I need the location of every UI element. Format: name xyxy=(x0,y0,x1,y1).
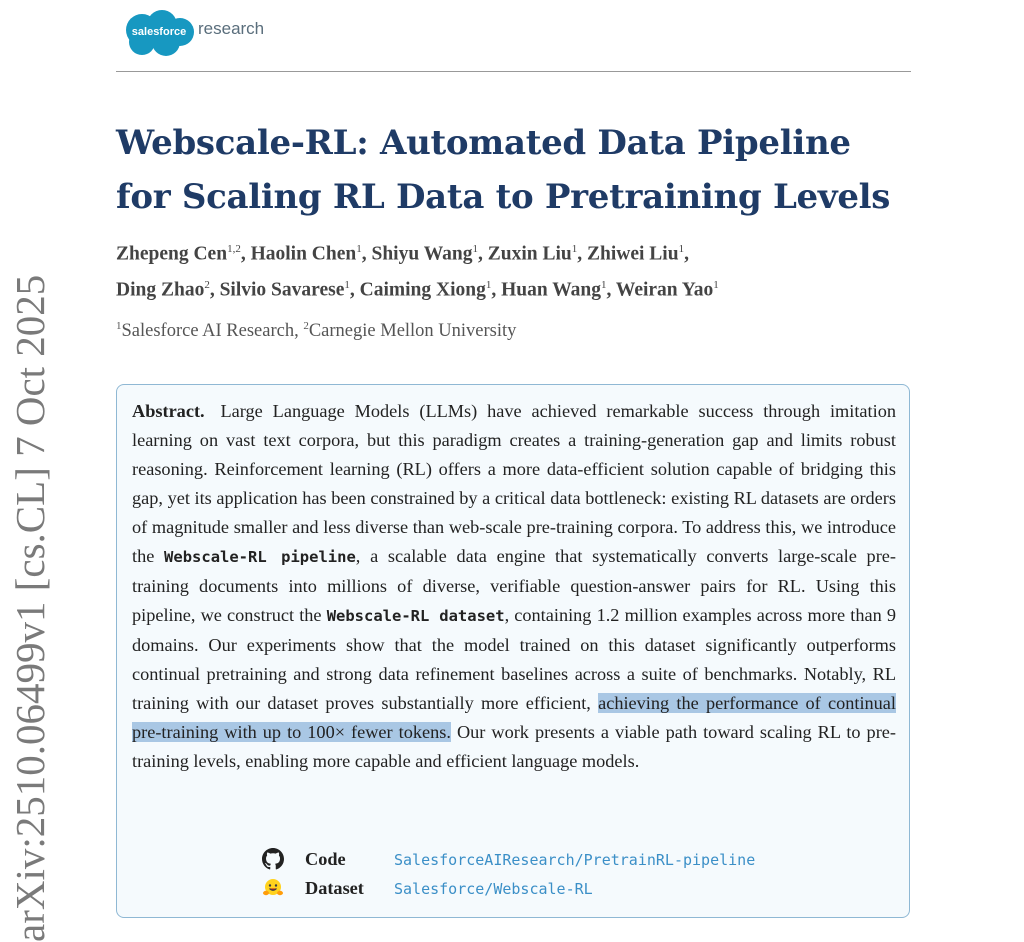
abstract-part-3: , containing 1.2 million examples across more than 9 domains. Our experiments show that the model trained on this dataset significantly outperforms continual pretraining and strong data refinement baselines across a suite of benchmarks. Notably, RL training with our dataset proves substantially more efficient, xyxy=(132,605,896,713)
author-affiliation-mark: 1 xyxy=(472,243,478,255)
arxiv-identifier: arXiv:2510.06499v1 [cs.CL] 7 Oct 2025 xyxy=(7,274,53,942)
author-name: Weiran Yao xyxy=(615,279,714,300)
author-name: Zhepeng Cen xyxy=(116,243,228,265)
affiliation-mark: 1 xyxy=(116,320,122,332)
logo-cloud-text: salesforce xyxy=(131,26,187,38)
author-name: Haolin Chen xyxy=(250,243,357,265)
author-name: Silvio Savarese xyxy=(219,279,345,300)
author-name: Huan Wang xyxy=(501,279,601,300)
author-affiliation-mark: 1 xyxy=(713,278,719,291)
logo-suffix: research xyxy=(198,19,265,38)
huggingface-icon xyxy=(262,877,284,899)
author-affiliation-mark: 1 xyxy=(356,243,362,255)
affiliation-mark: 2 xyxy=(303,320,309,332)
abstract-part-2: , a scalable data engine that systematically converts large-scale pre-training documents into millions of diverse, verifiable question-answer pairs for RL. Using this pipeline, we construct the xyxy=(132,546,896,625)
author-list: Zhepeng Cen$^{1,2}$, Haolin Chen$^1$, Shiyu Wang$^1$, Zuxin Liu$^1$, Zhiwei Liu$^1$, Ding Zhao$^2$, Silvio Savarese$^1$, Caiming Xiong$^1$, Huan Wang$^1$, Weiran Yao$^1$ xyxy=(116,243,719,300)
abstract-part-4: Our work presents a viable path toward scaling RL to pre-training levels, enabling more capable and efficient language models. xyxy=(132,722,896,771)
code-label: Code xyxy=(305,849,346,869)
author-name: Caiming Xiong xyxy=(359,279,486,300)
abstract-label: Abstract. xyxy=(132,401,205,421)
affiliation-name: Carnegie Mellon University xyxy=(308,321,517,342)
link-row-dataset xyxy=(262,875,862,904)
author-affiliation-mark: 2 xyxy=(204,278,210,291)
affiliation-name: Salesforce AI Research xyxy=(121,321,295,342)
highlighted-text[interactable]: achieving the performance of continual pre-training with up to 100× fewer tokens. xyxy=(132,693,897,742)
author-affiliation-mark: 1 xyxy=(601,278,607,291)
author-name: Zuxin Liu xyxy=(487,243,572,265)
abstract xyxy=(132,397,896,776)
author-affiliation-mark: 1 xyxy=(571,243,578,255)
salesforce-research-logo xyxy=(120,6,320,56)
dataset-term: Webscale-RL dataset xyxy=(326,607,505,625)
pipeline-term: Webscale-RL pipeline xyxy=(164,548,356,566)
link-row-code xyxy=(262,846,862,875)
paper-title: Webscale-RL: Automated Data Pipeline for Scaling RL Data to Pretraining Levels xyxy=(116,123,891,217)
author-name: Shiyu Wang xyxy=(371,243,473,265)
header-divider xyxy=(116,71,911,72)
github-icon xyxy=(262,848,284,870)
dataset-label: Dataset xyxy=(305,878,364,898)
affiliations: $^1$Salesforce AI Research, $^2$Carnegie Mellon University xyxy=(116,320,517,342)
author-affiliation-mark: 1,2 xyxy=(227,243,241,255)
author-name: Ding Zhao xyxy=(116,279,205,300)
code-link[interactable]: SalesforceAIResearch/PretrainRL-pipeline xyxy=(394,851,756,869)
abstract-part-1: Large Language Models (LLMs) have achieved remarkable success through imitation learning on vast text corpora, but this paradigm creates a training-generation gap and limits robust reasoning. Reinforcement learning (RL) offers a more data-efficient solution capable of bridging this gap, yet its application has been constrained by a critical data bottleneck: existing RL datasets are orders of magnitude smaller and less diverse than web-scale pre-training corpora. To address this, we introduce the xyxy=(132,401,896,566)
author-name: Zhiwei Liu xyxy=(586,243,679,265)
author-affiliation-mark: 1 xyxy=(485,278,492,291)
resource-links xyxy=(262,846,862,904)
dataset-link[interactable]: Salesforce/Webscale-RL xyxy=(394,880,593,898)
author-affiliation-mark: 1 xyxy=(344,278,350,291)
author-affiliation-mark: 1 xyxy=(678,243,685,255)
